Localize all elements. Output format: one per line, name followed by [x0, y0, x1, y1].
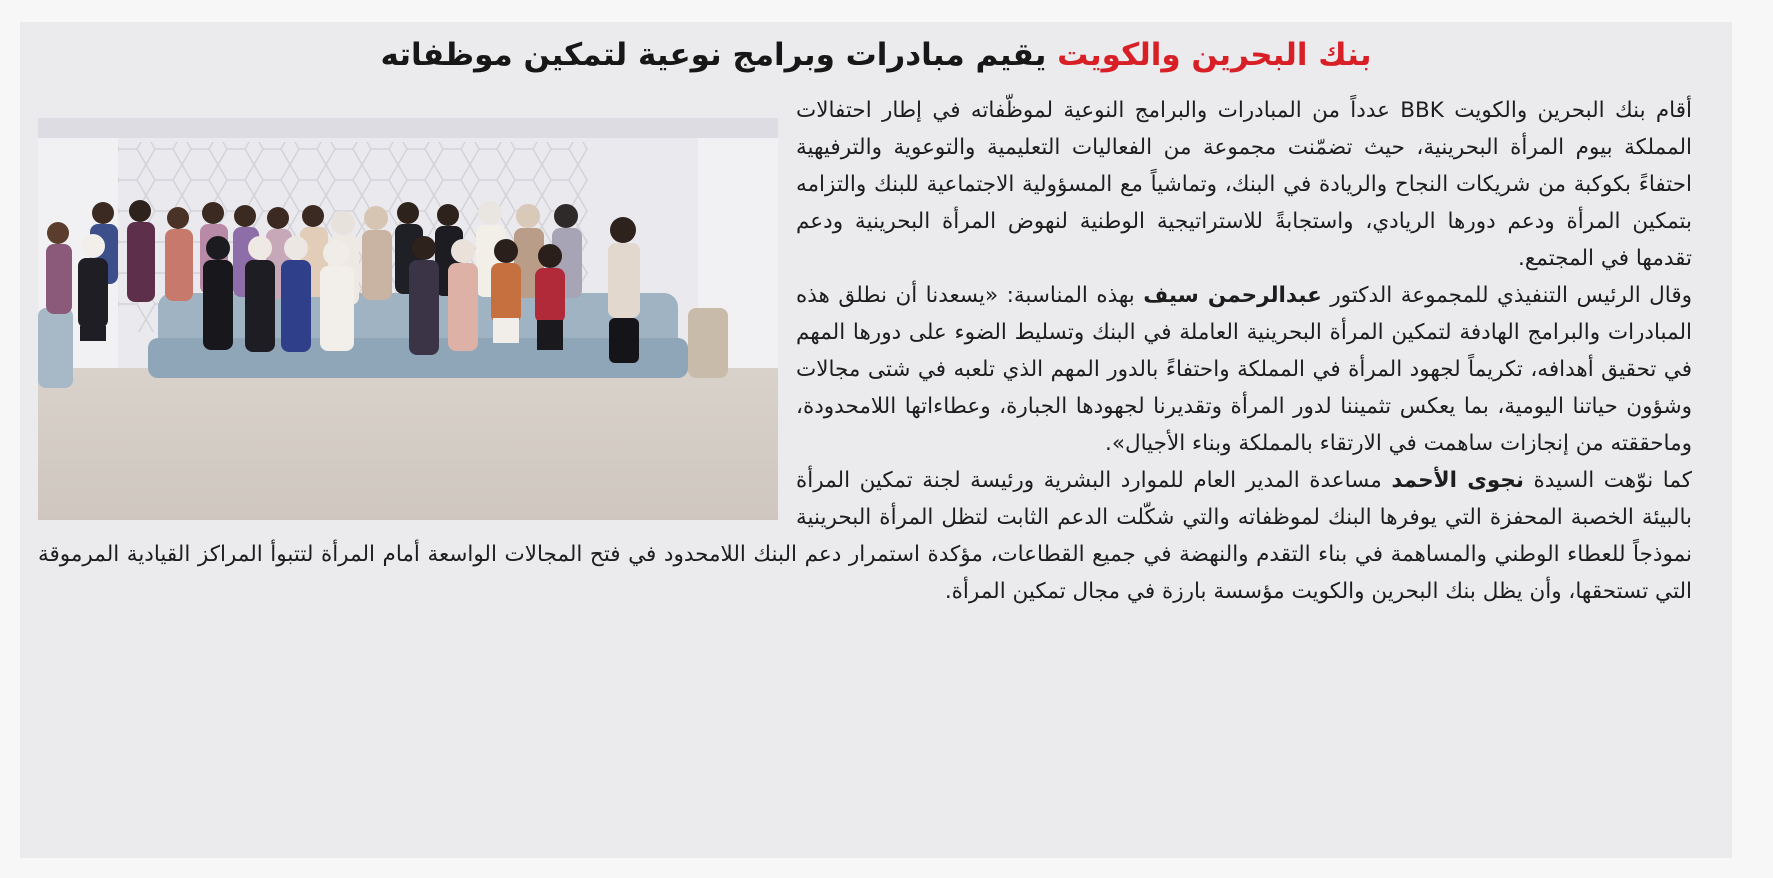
- paragraph-3-text: مساعدة المدير العام للموارد البشرية ورئيسة لجنة تمكين المرأة بالبيئة الخصبة المحفزة التي يوفرها البنك لموظفاته والتي شكّلت الدعم الثابت لتظل المرأة البحرينية نموذجاً للعطاء الوطني والمساهمة في بناء التقدم والنهضة في جميع القطاعات، مؤكدة استمرار دعم البنك اللامحدود في فتح المجالات الواسعة أمام المرأة لتتبوأ المراكز القيادية المرموقة التي تستحقها، وأن يظل بنك البحرين والكويت مؤسسة بارزة في مجال تمكين المرأة.: [38, 468, 1692, 604]
- headline-rest: يقيم مبادرات وبرامج نوعية لتمكين موظفاته: [380, 37, 1058, 73]
- paragraph-1-text: أقام بنك البحرين والكويت BBK عدداً من المبادرات والبرامج النوعية لموظّفاته في إطار احتفالات المملكة بيوم المرأة البحرينية، حيث تضمّنت مجموعة من الفعاليات التعليمية والتوعوية والترفيهية احتفاءً بكوكبة من شريكات النجاح والريادة في البنك، وتماشياً مع المسؤولية الاجتماعية للبنك والتزامه بتمكين المرأة ودعم دورها الريادي، واستجابةً للاستراتيجية الوطنية لنهوض المرأة البحرينية ودعم تقدمها في المجتمع.: [796, 98, 1692, 271]
- ceo-name: عبدالرحمن سيف: [1143, 283, 1322, 308]
- paragraph-3-lead: كما نوّهت السيدة: [1523, 468, 1692, 493]
- paragraph-2-lead: وقال الرئيس التنفيذي للمجموعة الدكتور: [1321, 283, 1692, 308]
- hr-officer-name: نجوى الأحمد: [1391, 468, 1524, 493]
- headline-accent: بنك البحرين والكويت: [1057, 37, 1372, 73]
- article-body: [38, 92, 1692, 610]
- photo-spacer: [38, 92, 796, 532]
- headline: [20, 30, 1732, 80]
- paragraph-2-quote: بهذه المناسبة: «يسعدنا أن نطلق هذه المبادرات والبرامج الهادفة لتمكين المرأة البحرينية العاملة في البنك وتسليط الضوء على دورها المهم في تحقيق أهدافه، تكريماً لجهود المرأة في المملكة واحتفاءً بالدور المهم الذي تلعبه في شتى مجالات وشؤون حياتنا اليومية، بما يعكس تثميننا لدور المرأة وتقديرنا لجهودها الجبارة، وعطاءاتها اللامحدودة، وماحققته من إنجازات ساهمت في الارتقاء بالمملكة وبناء الأجيال».: [796, 283, 1692, 456]
